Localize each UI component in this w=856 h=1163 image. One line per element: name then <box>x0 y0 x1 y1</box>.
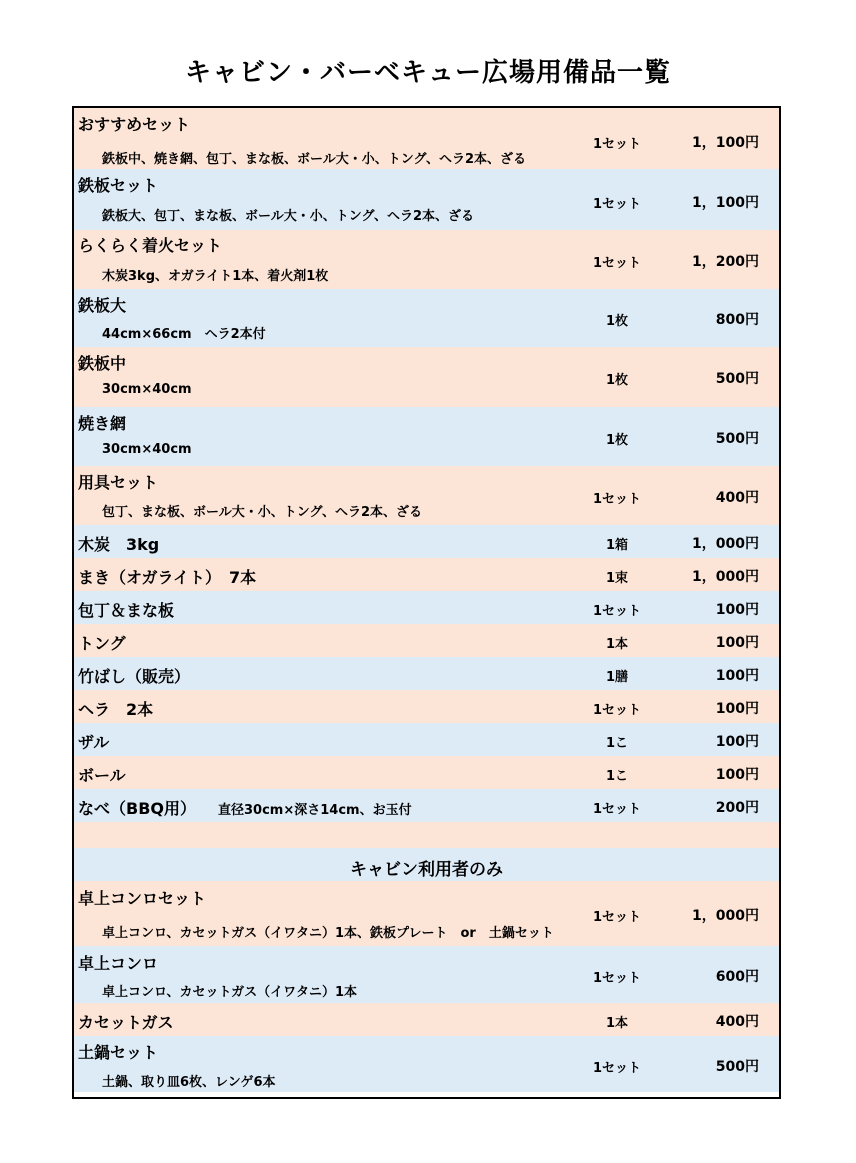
item-quantity: 1セット <box>592 971 642 986</box>
item-description: 44cm×66cm ヘラ2本付 <box>102 327 266 342</box>
item-quantity: 1セット <box>592 137 642 152</box>
item-quantity: 1セット <box>592 910 642 925</box>
table-row <box>74 108 779 169</box>
item-price: 400円 <box>715 1014 759 1030</box>
item-name: 包丁＆まな板 <box>78 601 175 620</box>
item-description: 卓上コンロ、カセットガス（イワタニ）1本 <box>102 985 358 1000</box>
item-name: 鉄板中 <box>78 354 127 373</box>
table-row <box>74 657 779 690</box>
page-title: キャビン・バーベキュー広場用備品一覧 <box>184 58 671 88</box>
table-row <box>74 169 779 230</box>
table-row <box>74 723 779 756</box>
item-price: 800円 <box>715 312 759 328</box>
table-row <box>74 789 779 822</box>
item-quantity: 1本 <box>605 1016 629 1031</box>
item-quantity: 1セット <box>592 256 642 271</box>
item-name: 卓上コンロ <box>78 954 159 973</box>
item-name: 用具セット <box>78 473 159 492</box>
item-name: 竹ばし（販売） <box>78 667 191 686</box>
item-description: 土鍋、取り皿6枚、レンゲ6本 <box>102 1075 276 1090</box>
item-name: カセットガス <box>78 1013 174 1032</box>
item-price: 1，100円 <box>692 135 759 151</box>
table-row <box>74 624 779 657</box>
item-description: 30cm×40cm <box>102 442 192 457</box>
item-description: 直径30cm×深さ14cm、お玉付 <box>218 803 412 818</box>
table-row <box>74 525 779 558</box>
table-row <box>74 881 779 946</box>
item-price: 1，000円 <box>692 908 759 924</box>
table-row <box>74 1036 779 1092</box>
item-name <box>78 796 412 819</box>
section-title: キャビン利用者のみ <box>350 860 503 880</box>
item-price: 600円 <box>715 969 759 985</box>
table-row <box>74 1003 779 1036</box>
table-row <box>74 230 779 289</box>
item-name: 鉄板セット <box>78 176 159 195</box>
item-price: 200円 <box>715 800 759 816</box>
item-price: 1，100円 <box>692 195 759 211</box>
item-name: まき（オガライト） 7本 <box>78 568 257 587</box>
item-description: 鉄板大、包丁、まな板、ボール大・小、トング、ヘラ2本、ざる <box>102 209 475 224</box>
item-name: 木炭 3kg <box>78 535 160 554</box>
table-row <box>74 946 779 1003</box>
item-name: らくらく着火セット <box>78 236 223 255</box>
item-price: 100円 <box>715 668 759 684</box>
item-name-text: なべ（BBQ用） <box>78 799 196 818</box>
item-quantity: 1枚 <box>605 314 629 329</box>
item-price: 1，200円 <box>692 254 759 270</box>
item-quantity: 1セット <box>592 604 642 619</box>
item-quantity: 1セット <box>592 492 642 507</box>
item-price: 100円 <box>715 767 759 783</box>
item-description: 包丁、まな板、ボール大・小、トング、ヘラ2本、ざる <box>102 505 423 520</box>
section-header-row <box>74 848 779 881</box>
item-quantity: 1本 <box>605 637 629 652</box>
item-quantity: 1膳 <box>605 670 629 685</box>
item-price: 100円 <box>715 701 759 717</box>
item-price: 100円 <box>715 734 759 750</box>
item-quantity: 1セット <box>592 1061 642 1076</box>
item-quantity: 1箱 <box>605 538 629 553</box>
table-row <box>74 466 779 525</box>
table-row <box>74 407 779 466</box>
item-price: 500円 <box>715 1059 759 1075</box>
item-description: 卓上コンロ、カセットガス（イワタニ）1本、鉄板プレート or 土鍋セット <box>102 926 554 941</box>
item-price: 400円 <box>715 490 759 506</box>
equipment-price-table <box>72 106 781 1099</box>
item-price: 500円 <box>715 371 759 387</box>
table-row <box>74 289 779 347</box>
item-name: ザル <box>78 733 110 752</box>
item-price: 100円 <box>715 602 759 618</box>
item-name: トング <box>78 634 126 653</box>
item-price: 1，000円 <box>692 569 759 585</box>
item-quantity: 1束 <box>605 571 629 586</box>
item-quantity: 1セット <box>592 802 642 817</box>
item-name: 卓上コンロセット <box>78 889 207 908</box>
spacer-row <box>74 822 779 848</box>
item-name: 鉄板大 <box>78 296 127 315</box>
item-description: 木炭3kg、オガライト1本、着火剤1枚 <box>102 269 329 284</box>
table-row <box>74 690 779 723</box>
item-quantity: 1枚 <box>605 433 629 448</box>
item-description: 鉄板中、焼き網、包丁、まな板、ボール大・小、トング、ヘラ2本、ざる <box>102 152 527 167</box>
table-row <box>74 558 779 591</box>
item-price: 100円 <box>715 635 759 651</box>
item-price: 500円 <box>715 431 759 447</box>
table-row <box>74 591 779 624</box>
item-price: 1，000円 <box>692 536 759 552</box>
item-name: 土鍋セット <box>78 1043 159 1062</box>
item-quantity: 1こ <box>605 769 629 784</box>
table-row <box>74 347 779 407</box>
item-quantity: 1セット <box>592 197 642 212</box>
item-quantity: 1セット <box>592 703 642 718</box>
item-name: ボール <box>78 766 126 785</box>
item-quantity: 1こ <box>605 736 629 751</box>
item-quantity: 1枚 <box>605 373 629 388</box>
item-name: おすすめセット <box>78 115 191 134</box>
item-name: 焼き網 <box>78 414 127 433</box>
item-description: 30cm×40cm <box>102 382 192 397</box>
table-row <box>74 756 779 789</box>
item-name: ヘラ 2本 <box>78 700 154 719</box>
